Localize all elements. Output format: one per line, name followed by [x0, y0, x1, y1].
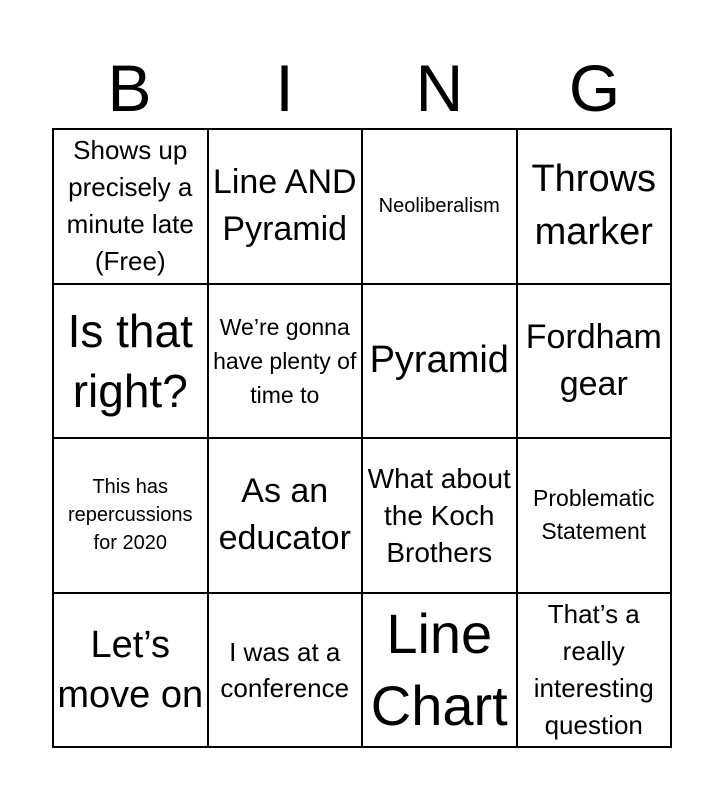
cell-text: Line AND Pyramid — [212, 163, 357, 249]
bingo-cell[interactable] — [518, 594, 673, 749]
bingo-cell[interactable] — [518, 439, 673, 594]
bingo-cell[interactable] — [363, 130, 518, 285]
bingo-cell[interactable] — [54, 594, 209, 749]
cell-text: Let’s move on — [57, 623, 204, 716]
header-letter-b: B — [107, 51, 152, 125]
cell-text: Neoliberalism — [378, 194, 500, 217]
bingo-header — [52, 50, 672, 126]
bingo-cell[interactable] — [209, 130, 364, 285]
cell-text: Problematic Statement — [533, 485, 655, 545]
bingo-cell[interactable] — [54, 439, 209, 594]
bingo-cell[interactable] — [363, 594, 518, 749]
bingo-cell[interactable] — [54, 285, 209, 440]
cell-text: That’s a really interesting question — [533, 598, 654, 740]
cell-text: Is that right? — [67, 304, 193, 417]
bingo-cell[interactable] — [363, 439, 518, 594]
bingo-cell[interactable] — [209, 285, 364, 440]
cell-text: Shows up precisely a minute late (Free) — [66, 135, 194, 277]
bingo-cell[interactable] — [209, 439, 364, 594]
bingo-cell[interactable] — [54, 130, 209, 285]
cell-text: We’re gonna have plenty of time to — [213, 313, 357, 408]
cell-text: Line Chart — [370, 601, 508, 737]
header-letter-i: I — [275, 51, 294, 125]
cell-text: Throws marker — [531, 158, 657, 254]
bingo-cell[interactable] — [518, 285, 673, 440]
bingo-card-grid — [52, 128, 672, 748]
cell-text: As an educator — [218, 472, 351, 558]
bingo-cell[interactable] — [518, 130, 673, 285]
cell-text: Pyramid — [369, 339, 509, 382]
bingo-cell[interactable] — [209, 594, 364, 749]
header-letter-n: N — [415, 51, 464, 125]
cell-text: This has repercussions for 2020 — [67, 476, 193, 555]
cell-text: What about the Koch Brothers — [367, 462, 511, 568]
cell-text: Fordham gear — [525, 317, 662, 403]
header-letter-g: G — [568, 51, 621, 125]
cell-text: I was at a conference — [220, 636, 350, 703]
bingo-cell[interactable] — [363, 285, 518, 440]
